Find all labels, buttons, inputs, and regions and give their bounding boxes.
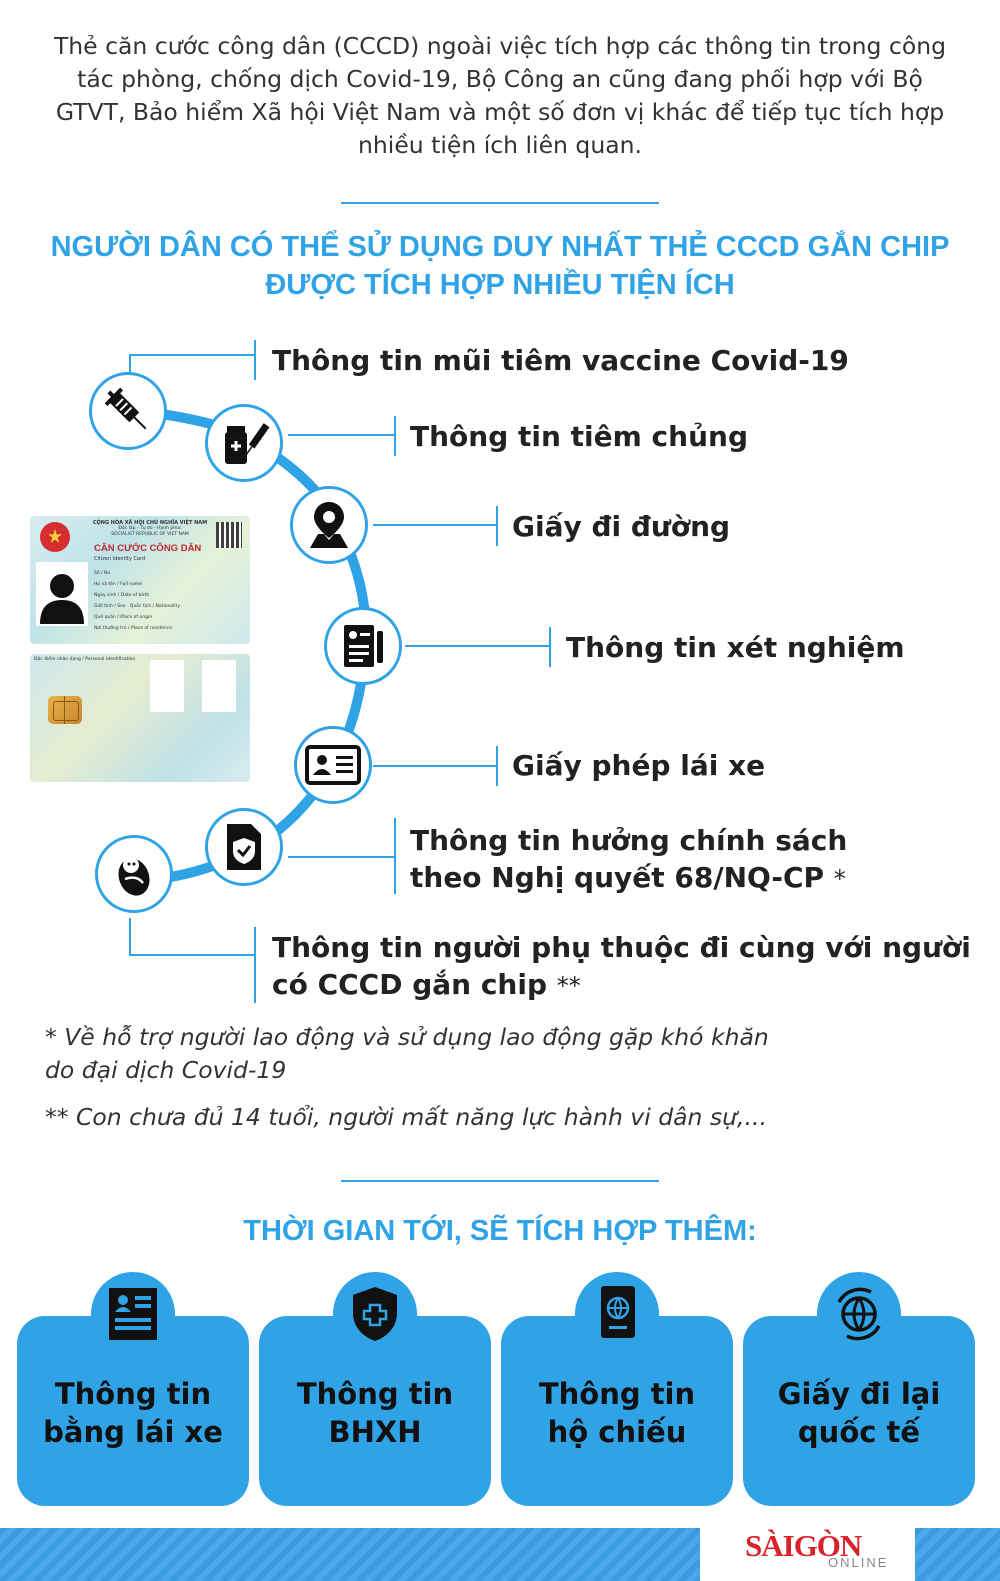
- license-icon: [105, 1284, 161, 1344]
- chip-icon: [48, 696, 82, 724]
- item-label-immunization: Thông tin tiêm chủng: [410, 420, 748, 453]
- circle-map-pin: [290, 486, 368, 564]
- qr-code-icon: [216, 522, 242, 548]
- test-report-icon: [336, 619, 390, 673]
- id-card-front: [30, 516, 250, 644]
- globe-icon: [829, 1284, 889, 1344]
- passport-icon: [593, 1284, 641, 1344]
- item-bracket-3: [496, 506, 498, 546]
- card-label-passport: Thông tin hộ chiếu: [538, 1377, 696, 1449]
- card-label-bhxh: Thông tin BHXH: [296, 1377, 454, 1449]
- id-card-icon: [305, 743, 361, 787]
- item-line-5: [373, 765, 496, 767]
- item-bracket-7: [254, 927, 256, 1003]
- card-country-en: SOCIALIST REPUBLIC OF VIET NAM: [111, 532, 189, 537]
- item-label-dependents: [272, 929, 971, 1005]
- dependents-footnote-mark: **: [556, 972, 581, 1000]
- circle-test: [324, 607, 402, 685]
- item-label-vaccine-covid: Thông tin mũi tiêm vaccine Covid-19: [272, 344, 849, 377]
- card-title: CĂN CƯỚC CÔNG DÂN: [94, 543, 202, 554]
- intro-paragraph: Thẻ căn cước công dân (CCCD) ngoài việc tích hợp các thông tin trong công tác phòng, chống dịch Covid-19, Bộ Công an cũng đang phối hợp với Bộ GTVT, Bảo hiểm Xã hội Việt Nam và một số đơn vị khác để tiếp tục tích hợp nhiều tiện ích liên quan.: [53, 32, 947, 159]
- baby-icon: [107, 847, 161, 901]
- card-back-label: Đặc điểm nhân dạng / Personal identification: [34, 657, 136, 662]
- person-silhouette-icon: [36, 562, 88, 626]
- card-icon-wrap-4: [817, 1272, 901, 1356]
- shield-document-icon: [217, 820, 271, 874]
- brand-logo: SÀIGÒN: [745, 1528, 862, 1563]
- policy-line-2: theo Nghị quyết 68/NQ-CP *: [410, 861, 846, 894]
- item-label-policy: [410, 822, 847, 898]
- item-bracket-6: [394, 818, 396, 894]
- card-icon-wrap-2: [333, 1272, 417, 1356]
- policy-footnote-mark: *: [833, 865, 846, 893]
- circle-baby: [95, 835, 173, 913]
- card-title-en: Citizen Identity Card: [94, 556, 146, 562]
- map-pin-icon: [302, 498, 356, 552]
- item-bracket-4: [549, 627, 551, 667]
- card-fields: Số / No. Họ và tên / Full name Ngày sinh / Date of birth Giới tính / Sex Quốc tịch / Nationality Quê quán / Place of origin Nơi thường trú / Place of residence: [94, 571, 180, 631]
- section-heading-future: THỜI GIAN TỚI, SẼ TÍCH HỢP THÊM:: [243, 1215, 757, 1247]
- policy-line-1: Thông tin hưởng chính sách: [410, 824, 848, 857]
- circle-vaccine: [205, 404, 283, 482]
- id-card-back: [30, 654, 250, 782]
- brand-logo-sub: ONLINE: [828, 1555, 889, 1570]
- syringe-icon: [101, 384, 155, 438]
- item-bracket-2: [394, 416, 396, 456]
- circle-syringe: [89, 372, 167, 450]
- footnote-1: * Về hỗ trợ người lao động và sử dụng lao động gặp khó khăn do đại dịch Covid-19: [45, 1023, 769, 1084]
- item-line-4: [405, 645, 549, 647]
- vaccine-vial-icon: [217, 416, 271, 470]
- divider-bottom: [341, 1180, 659, 1182]
- divider-top: [341, 202, 659, 204]
- card-motto: Độc lập - Tự do - Hạnh phúc: [118, 526, 182, 531]
- item-line-6: [288, 856, 394, 858]
- card-country: CỘNG HÒA XÃ HỘI CHỦ NGHĨA VIỆT NAM: [92, 520, 208, 526]
- item-line-3: [373, 524, 496, 526]
- dependents-line-2: có CCCD gắn chip **: [272, 968, 581, 1001]
- item-label-driving-license: Giấy phép lái xe: [512, 749, 766, 782]
- card-photo: [36, 562, 88, 626]
- circle-policy: [205, 808, 283, 886]
- fingerprint-box-left: [150, 660, 184, 712]
- heading-line-1: NGƯỜI DÂN CÓ THỂ SỬ DỤNG DUY NHẤT THẺ CCCD GẮN CHIP: [50, 231, 950, 263]
- emblem-icon: [40, 522, 70, 552]
- footnote-2: ** Con chưa đủ 14 tuổi, người mất năng lực hành vi dân sự,...: [45, 1103, 767, 1131]
- item-label-test-info: Thông tin xét nghiệm: [566, 631, 905, 664]
- item-line-2: [288, 434, 394, 436]
- card-label-intl-travel: Giấy đi lại quốc tế: [777, 1377, 941, 1449]
- card-icon-wrap-1: [91, 1272, 175, 1356]
- heading-line-2: ĐƯỢC TÍCH HỢP NHIỀU TIỆN ÍCH: [265, 269, 735, 301]
- item-label-travel-permit: Giấy đi đường: [512, 510, 731, 543]
- item-bracket-5: [496, 746, 498, 786]
- dependents-line-1: Thông tin người phụ thuộc đi cùng với người: [272, 931, 971, 964]
- item-bracket-1: [254, 340, 256, 380]
- section-heading-current: [20, 228, 980, 304]
- circle-license: [294, 726, 372, 804]
- card-label-license: Thông tin bằng lái xe: [43, 1377, 223, 1449]
- card-icon-wrap-3: [575, 1272, 659, 1356]
- fingerprint-box-right: [202, 660, 236, 712]
- health-shield-icon: [349, 1285, 401, 1343]
